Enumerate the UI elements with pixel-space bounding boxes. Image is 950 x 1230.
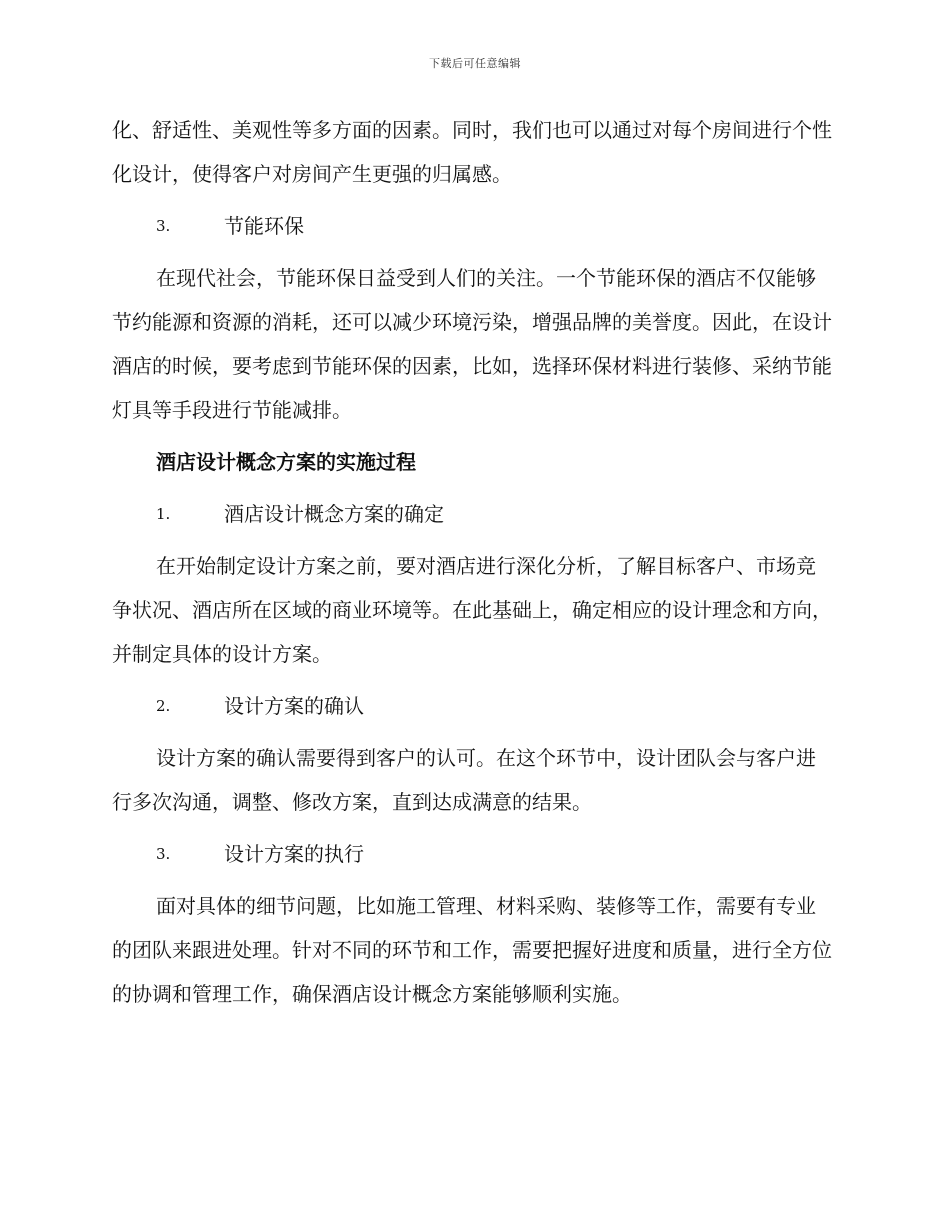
- list-item-plan-execution: [112, 832, 832, 876]
- list-item-concept-definition: [112, 492, 832, 536]
- list-item-plan-confirmation: [112, 684, 832, 728]
- list-label: 节能环保: [224, 214, 304, 238]
- list-label: 设计方案的确认: [224, 694, 364, 718]
- list-number: 1.: [156, 505, 171, 523]
- paragraph-plan-execution: 面对具体的细节问题，比如施工管理、材料采购、装修等工作，需要有专业的团队来跟进处理。针对不同的环节和工作，需要把握好进度和质量，进行全方位的协调和管理工作，确保酒店设计概念方案能够顺利实施。: [112, 894, 832, 1006]
- list-number: 3.: [156, 845, 171, 863]
- paragraph-plan-confirmation: 设计方案的确认需要得到客户的认可。在这个环节中，设计团队会与客户进行多次沟通，调整、修改方案，直到达成满意的结果。: [112, 746, 816, 814]
- list-item-energy-saving: [112, 204, 832, 248]
- page-header: 下载后可任意编辑: [429, 57, 521, 70]
- list-number: 2.: [156, 697, 171, 715]
- document-body: [112, 108, 832, 1024]
- paragraph-continued: 化、舒适性、美观性等多方面的因素。同时，我们也可以通过对每个房间进行个性化设计，使得客户对房间产生更强的归属感。: [112, 118, 832, 186]
- section-heading: 酒店设计概念方案的实施过程: [156, 450, 416, 474]
- paragraph-concept-definition: 在开始制定设计方案之前，要对酒店进行深化分析，了解目标客户、市场竞争状况、酒店所在区域的商业环境等。在此基础上，确定相应的设计理念和方向，并制定具体的设计方案。: [112, 554, 832, 666]
- list-number: 3.: [156, 217, 171, 235]
- paragraph-energy-saving: 在现代社会，节能环保日益受到人们的关注。一个节能环保的酒店不仅能够节约能源和资源的消耗，还可以减少环境污染，增强品牌的美誉度。因此，在设计酒店的时候，要考虑到节能环保的因素，比如，选择环保材料进行装修、采纳节能灯具等手段进行节能减排。: [112, 266, 832, 422]
- list-label: 设计方案的执行: [224, 842, 364, 866]
- list-label: 酒店设计概念方案的确定: [224, 502, 444, 526]
